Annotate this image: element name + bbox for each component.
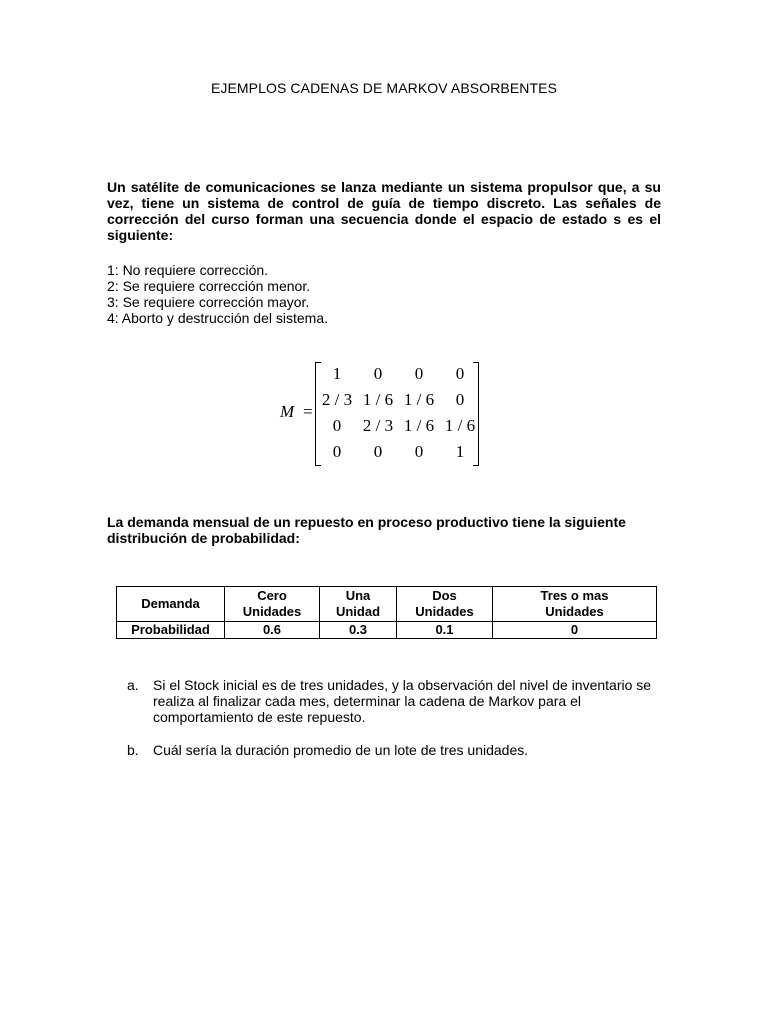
table-header-cell [320,587,397,622]
problem1-statement: Un satélite de comunicaciones se lanza mediante un sistema propulsor que, a su vez, tiene un sistema de control de guía de tiempo discreto. Las señales de corrección del curso forman una secuencia donde el espacio de estado s es el siguiente: [107,179,661,243]
matrix-cell: 2 / 3 [321,390,353,409]
matrix-cell: 2 / 3 [362,416,394,435]
header-line: Una [345,588,371,603]
list-item-text: Cuál sería la duración promedio de un lote de tres unidades. [153,742,529,758]
table-row [117,622,657,639]
matrix-cell: 1 / 6 [403,390,435,409]
matrix-row [320,442,473,468]
matrix-row [320,364,473,390]
table-cell: 0.1 [397,622,493,639]
matrix-cell: 1 / 6 [362,390,394,409]
table-header-cell [397,587,493,622]
matrix-row [320,416,476,442]
matrix-cell: 0 [332,416,342,435]
header-line: Demanda [141,596,200,611]
matrix-cell: 0 [455,390,465,409]
matrix-cell: 0 [414,442,424,461]
matrix-cell: 0 [332,442,342,461]
table-cell: 0.6 [225,622,320,639]
table-header-cell [493,587,657,622]
table-cell: 0.3 [320,622,397,639]
state-item: 2: Se requiere corrección menor. [107,278,311,294]
state-item: 1: No requiere corrección. [107,262,269,278]
list-item [127,742,657,758]
state-item: 3: Se requiere corrección mayor. [107,294,310,310]
state-list [107,262,607,326]
matrix-cell: 0 [455,364,465,383]
header-line: Dos [432,588,457,603]
matrix-cell: 1 / 6 [403,416,435,435]
header-line: Unidad [335,604,381,619]
question-list [127,677,657,758]
table-header-cell [117,587,225,622]
state-item: 4: Aborto y destrucción del sistema. [107,310,328,326]
header-line: Unidades [415,604,474,619]
list-item-text: Si el Stock inicial es de tres unidades, y la observación del nivel de inventario se realiza al finalizar cada mes, determinar la cadena de Markov para el comportamiento de este repuesto. [153,677,652,725]
header-line: Unidades [545,604,604,619]
matrix-label: M [280,402,295,421]
table-cell: Probabilidad [117,622,225,639]
list-marker: a. [127,677,139,693]
header-line: Tres o mas [540,588,609,603]
list-marker: b. [127,742,139,758]
matrix-cell: 1 [455,442,465,461]
matrix-cell: 0 [373,442,383,461]
matrix-row [320,390,473,416]
matrix-equals: = [303,402,313,421]
matrix-cell: 0 [373,364,383,383]
table-header-row [117,587,657,622]
page-title: EJEMPLOS CADENAS DE MARKOV ABSORBENTES [210,80,558,96]
matrix-grid [320,364,476,468]
matrix-cell: 1 [332,364,342,383]
problem2-statement: La demanda mensual de un repuesto en proceso productivo tiene la siguiente distribución de probabilidad: [107,514,626,546]
list-item [127,677,657,725]
demand-distribution-table [116,586,657,639]
transition-matrix [280,362,485,466]
table-header-cell [225,587,320,622]
header-line: Unidades [242,604,302,619]
matrix-cell: 1 / 6 [444,416,476,435]
table-cell: 0 [493,622,657,639]
header-line: Cero [257,588,287,603]
matrix-cell: 0 [414,364,424,383]
